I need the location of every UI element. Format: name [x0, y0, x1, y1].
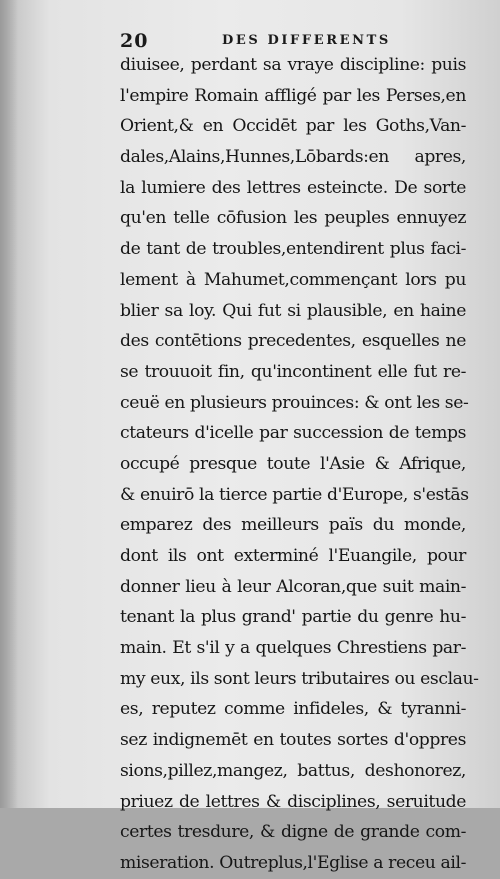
text-line: lement à Mahumet,commençant lors pu — [120, 269, 466, 290]
text-line: ctateurs d'icelle par succession de temps — [120, 423, 466, 444]
page-header — [120, 30, 400, 50]
text-line: diuisee, perdant sa vraye discipline: puis — [120, 55, 466, 75]
running-head: DES DIFFERENTS — [222, 33, 391, 48]
text-line: tenant la plus grand' partie du genre hu- — [120, 607, 466, 628]
text-line: des contētions precedentes, esquelles ne — [120, 331, 466, 352]
text-line: certes tresdure, & digne de grande com- — [120, 822, 466, 843]
text-line: Orient,& en Occidēt par les Goths,Van- — [120, 116, 466, 137]
text-line: la lumiere des lettres esteincte. De sorte — [120, 177, 466, 198]
text-line: blier sa loy. Qui fut si plausible, en haine — [120, 300, 466, 321]
text-line: es, reputez comme infideles, & tyranni- — [120, 699, 466, 720]
text-line: l'empire Romain affligé par les Perses,en — [120, 85, 466, 106]
body-text — [120, 50, 479, 879]
page-number: 20 — [120, 30, 149, 52]
text-line: priuez de lettres & disciplines, seruitude — [120, 791, 466, 812]
text-line: sez indignemēt en toutes sortes d'oppres — [120, 730, 466, 751]
text-line: ceuë en plusieurs prouinces: & ont les se- — [120, 392, 469, 413]
text-line: emparez des meilleurs païs du monde, — [120, 515, 466, 536]
text-line: & enuirō la tierce partie d'Europe, s'estās — [120, 484, 469, 505]
text-line: de tant de troubles,entendirent plus faci- — [120, 239, 466, 260]
text-line: dont ils ont exterminé l'Euangile, pour — [120, 546, 466, 566]
text-line: dales,Alains,Hunnes,Lōbards:en apres, — [120, 147, 466, 168]
text-line: sions,pillez,mangez, battus, deshonorez, — [120, 760, 466, 781]
binding-gutter — [0, 0, 18, 808]
text-line: miseration. Outreplus,l'Eglise a receu ail- — [120, 852, 466, 873]
text-line: qu'en telle cōfusion les peuples ennuyez — [120, 208, 466, 229]
text-line: main. Et s'il y a quelques Chrestiens par- — [120, 638, 466, 659]
text-line: se trouuoit fin, qu'incontinent elle fut re- — [120, 361, 466, 382]
text-line: my eux, ils sont leurs tributaires ou esclau- — [120, 668, 479, 689]
text-line: occupé presque toute l'Asie & Afrique, — [120, 453, 466, 474]
text-line: donner lieu à leur Alcoran,que suit main- — [120, 576, 466, 597]
